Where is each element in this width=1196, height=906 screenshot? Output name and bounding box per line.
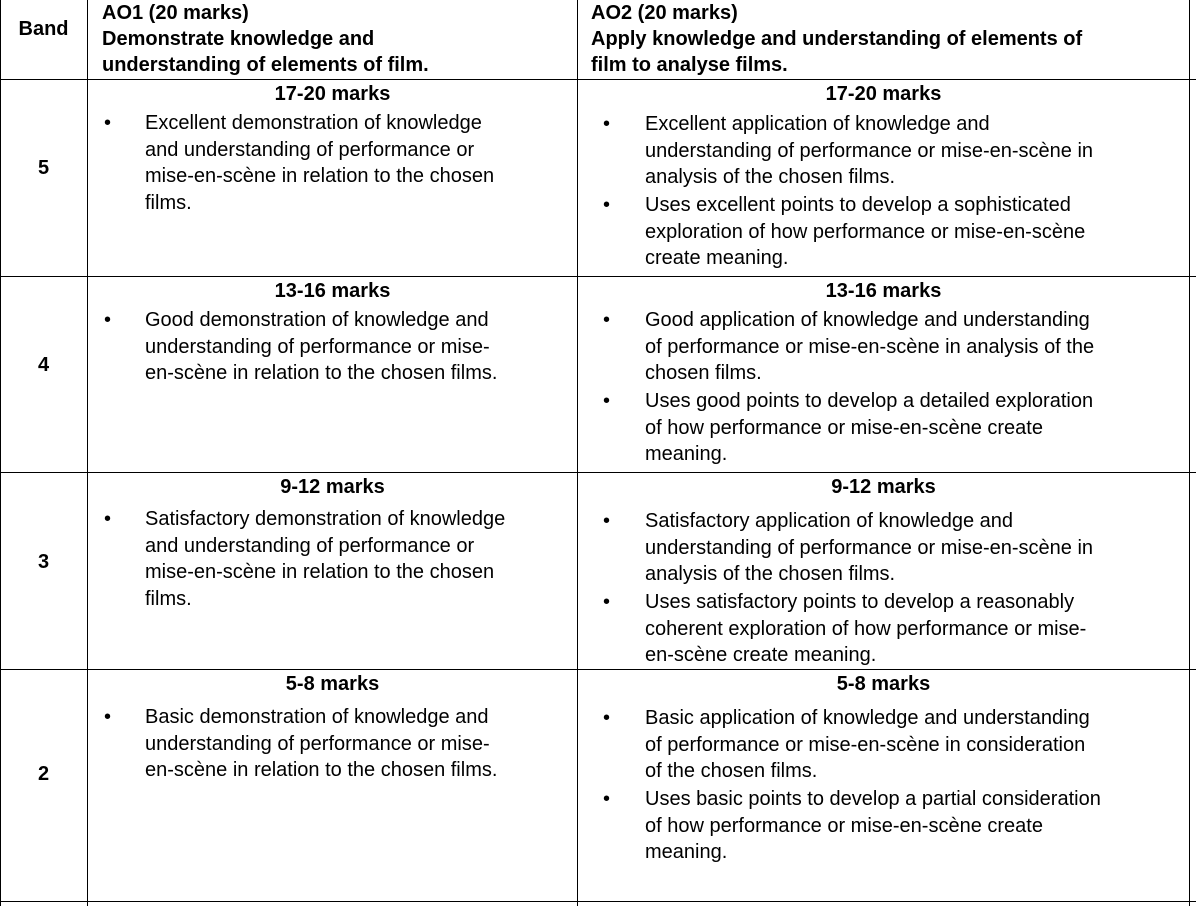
bullet-icon: • bbox=[104, 508, 112, 530]
row-divider-header bbox=[0, 79, 1196, 80]
descriptor-line: Uses good points to develop a detailed exploration bbox=[645, 390, 1094, 412]
descriptor-line: films. bbox=[145, 191, 192, 214]
descriptor-line: en-scène create meaning. bbox=[645, 644, 877, 666]
bullet-icon: • bbox=[603, 390, 611, 412]
ao1-header bbox=[102, 0, 572, 78]
row-divider-band3 bbox=[0, 669, 1196, 670]
descriptor-line: Uses satisfactory points to develop a reasonably bbox=[645, 591, 1075, 613]
descriptor-line: coherent exploration of how performance or mise- bbox=[645, 617, 1087, 640]
bullet-icon: • bbox=[603, 113, 611, 135]
ao2-descriptor bbox=[645, 786, 1185, 866]
ao2-marks-range: 17-20 marks bbox=[825, 83, 942, 105]
descriptor-line: of performance or mise-en-scène in analysis of the bbox=[645, 335, 1095, 358]
descriptor-line: Basic application of knowledge and understanding bbox=[645, 707, 1090, 729]
band-number: 2 bbox=[37, 763, 50, 785]
descriptor-line: mise-en-scène in relation to the chosen bbox=[145, 165, 495, 187]
ao2-descriptor bbox=[645, 111, 1185, 191]
bullet-icon: • bbox=[603, 591, 611, 613]
descriptor-line: en-scène in relation to the chosen films. bbox=[145, 759, 498, 781]
descriptor-line: of how performance or mise-en-scène create bbox=[645, 416, 1043, 439]
ao2-header bbox=[591, 0, 1189, 78]
ao2-marks-range: 9-12 marks bbox=[831, 476, 936, 498]
ao2-descriptor bbox=[645, 307, 1185, 387]
ao1-subtitle-line1: Demonstrate knowledge and bbox=[102, 28, 375, 50]
band-number: 4 bbox=[37, 354, 50, 376]
bullet-icon: • bbox=[104, 112, 112, 134]
column-divider-band bbox=[87, 0, 88, 906]
ao1-title: AO1 (20 marks) bbox=[102, 2, 249, 24]
row-divider-band4 bbox=[0, 472, 1196, 473]
descriptor-line: analysis of the chosen films. bbox=[645, 563, 896, 585]
descriptor-line: understanding of performance or mise- bbox=[145, 732, 490, 755]
descriptor-line: understanding of performance or mise-en-scène in bbox=[645, 139, 1094, 162]
descriptor-line: exploration of how performance or mise-en-scène bbox=[645, 220, 1086, 243]
ao1-marks-range: 17-20 marks bbox=[274, 83, 391, 105]
descriptor-line: understanding of performance or mise- bbox=[145, 335, 490, 358]
ao1-descriptor bbox=[145, 307, 575, 387]
ao1-marks-range: 9-12 marks bbox=[280, 476, 385, 498]
descriptor-line: en-scène in relation to the chosen films. bbox=[145, 362, 498, 384]
descriptor-line: and understanding of performance or bbox=[145, 534, 475, 557]
ao1-descriptor bbox=[145, 704, 575, 784]
ao1-marks-range: 5-8 marks bbox=[285, 673, 380, 695]
descriptor-line: Good demonstration of knowledge and bbox=[145, 309, 489, 331]
ao2-descriptor bbox=[645, 388, 1185, 468]
bullet-icon: • bbox=[104, 706, 112, 728]
ao2-marks-range: 5-8 marks bbox=[836, 673, 931, 695]
descriptor-line: chosen films. bbox=[645, 362, 762, 384]
descriptor-line: meaning. bbox=[645, 443, 728, 465]
bullet-icon: • bbox=[603, 707, 611, 729]
descriptor-line: understanding of performance or mise-en-scène in bbox=[645, 536, 1094, 559]
descriptor-line: Basic demonstration of knowledge and bbox=[145, 706, 489, 728]
descriptor-line: meaning. bbox=[645, 841, 728, 863]
ao2-marks-range: 13-16 marks bbox=[825, 280, 942, 302]
descriptor-line: Uses basic points to develop a partial consideration bbox=[645, 788, 1101, 810]
band-column-header: Band bbox=[18, 18, 69, 40]
bullet-icon: • bbox=[603, 194, 611, 216]
ao1-descriptor bbox=[145, 506, 575, 612]
ao2-descriptor bbox=[645, 589, 1185, 669]
descriptor-line: of the chosen films. bbox=[645, 760, 818, 782]
ao2-title: AO2 (20 marks) bbox=[591, 2, 738, 24]
bullet-icon: • bbox=[603, 510, 611, 532]
descriptor-line: Good application of knowledge and understanding bbox=[645, 309, 1090, 331]
band-number: 5 bbox=[37, 157, 50, 179]
ao1-descriptor bbox=[145, 110, 575, 216]
bullet-icon: • bbox=[104, 309, 112, 331]
descriptor-line: Excellent application of knowledge and bbox=[645, 113, 990, 135]
descriptor-line: of how performance or mise-en-scène create bbox=[645, 814, 1043, 837]
column-divider-ao bbox=[577, 0, 578, 906]
ao1-marks-range: 13-16 marks bbox=[274, 280, 391, 302]
ao1-subtitle-line2: understanding of elements of film. bbox=[102, 54, 429, 76]
band-number: 3 bbox=[37, 551, 50, 573]
descriptor-line: and understanding of performance or bbox=[145, 138, 475, 161]
descriptor-line: Satisfactory application of knowledge and bbox=[645, 510, 1014, 532]
ao2-subtitle-line2: film to analyse films. bbox=[591, 54, 788, 76]
ao2-descriptor bbox=[645, 705, 1185, 785]
ao2-subtitle-line1: Apply knowledge and understanding of elements of bbox=[591, 28, 1083, 50]
descriptor-line: Satisfactory demonstration of knowledge bbox=[145, 508, 506, 530]
descriptor-line: mise-en-scène in relation to the chosen bbox=[145, 561, 495, 583]
descriptor-line: Uses excellent points to develop a sophisticated bbox=[645, 194, 1071, 216]
bullet-icon: • bbox=[603, 309, 611, 331]
descriptor-line: create meaning. bbox=[645, 247, 789, 269]
descriptor-line: of performance or mise-en-scène in consideration bbox=[645, 733, 1086, 756]
table-border-right bbox=[1189, 0, 1190, 906]
row-divider-band2 bbox=[0, 901, 1196, 902]
descriptor-line: analysis of the chosen films. bbox=[645, 166, 896, 188]
bullet-icon: • bbox=[603, 788, 611, 810]
descriptor-line: Excellent demonstration of knowledge bbox=[145, 112, 482, 134]
ao2-descriptor bbox=[645, 508, 1185, 588]
descriptor-line: films. bbox=[145, 587, 192, 610]
row-divider-band5 bbox=[0, 276, 1196, 277]
ao2-descriptor bbox=[645, 192, 1185, 272]
